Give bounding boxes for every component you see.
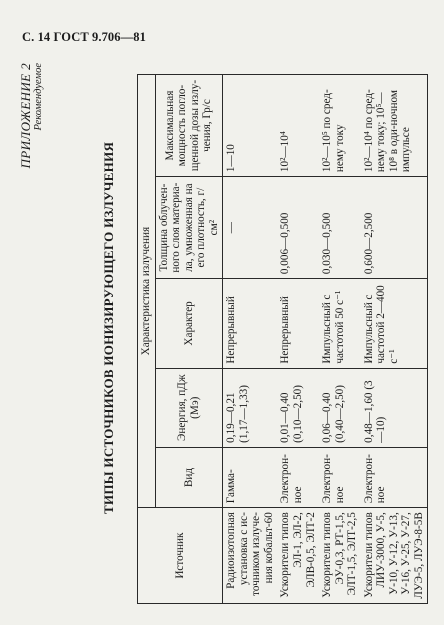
header-radiation-characteristics: Характеристика излучения: [138, 75, 156, 508]
appendix-heading: [19, 63, 45, 169]
cell-dose-power: 1—10: [223, 75, 278, 177]
header-dose-power: Максимальная мощность погло-щенной дозы излу-чения, Гр/с: [155, 75, 223, 177]
radiation-sources-table: [137, 74, 428, 604]
page-header: С. 14 ГОСТ 9.706—81: [22, 30, 146, 44]
cell-thickness: 0,006—0,500: [277, 177, 319, 279]
cell-character: Импульсный с частотой 2—400 с⁻¹: [361, 279, 428, 369]
rotated-page-content: [18, 49, 425, 604]
cell-source: Ускорители типов ЛИУ-3000, У-5, У-10, У-12, У-13, У-16, У-25, У-27, ЛУЭ-5, ЛУЭ-8-5В: [361, 508, 428, 604]
cell-energy: 0,01—0,40 (0,10—2,50): [277, 368, 319, 447]
cell-type: Гамма-: [223, 447, 278, 507]
header-type: Вид: [155, 447, 223, 507]
cell-thickness: —: [223, 177, 278, 279]
cell-energy: 0,19—0,21 (1,17—1,33): [223, 368, 278, 447]
cell-thickness: 0,600—2,500: [361, 177, 428, 279]
cell-energy: 0,48—1,60 (3—10): [361, 368, 428, 447]
table-row: [277, 75, 319, 604]
appendix-subtitle: Рекомендуемое: [33, 63, 45, 131]
cell-type: Электрон-ное: [319, 447, 361, 507]
header-character: Характер: [155, 279, 223, 369]
cell-type: Электрон-ное: [277, 447, 319, 507]
cell-thickness: 0,030—0,500: [319, 177, 361, 279]
cell-character: Непрерывный: [223, 279, 278, 369]
cell-type: Электрон-ное: [361, 447, 428, 507]
cell-source: Ускорители типов ЭУ-0,3, РТ-1,5, ЭЛТ-1,5, ЭЛТ-2,5: [319, 508, 361, 604]
cell-dose-power: 10²—10⁵ по сред-нему току: [319, 75, 361, 177]
header-source: Источник: [138, 508, 223, 604]
header-thickness: Толщина облучен-ного слоя материа-ла, умноженная на его плотность, г/см²: [155, 177, 223, 279]
cell-source: Радиоизотопная установка с ис-точником излуче-ния кобальт-60: [223, 508, 278, 604]
cell-character: Импульсный с частотой 50 с⁻¹: [319, 279, 361, 369]
cell-dose-power: 10²—10⁴: [277, 75, 319, 177]
header-energy: Энергия, пДж (Мэ): [155, 368, 223, 447]
cell-dose-power: 10²—10⁴ по сред-нему току; 10⁵—10⁸ в оди-ночном импульсе: [361, 75, 428, 177]
cell-energy: 0,06—0,40 (0,40—2,50): [319, 368, 361, 447]
table-row: [223, 75, 278, 604]
appendix-title: ПРИЛОЖЕНИЕ 2: [18, 63, 33, 169]
cell-character: Непрерывный: [277, 279, 319, 369]
table-title: ТИПЫ ИСТОЧНИКОВ ИОНИЗИРУЮЩЕГО ИЗЛУЧЕНИЯ: [101, 141, 116, 514]
table-row: [319, 75, 361, 604]
cell-source: Ускорители типов ЭЛ-1, ЭЛ-2, ЭЛВ-0,5, ЭЛТ-2: [277, 508, 319, 604]
table-row: [361, 75, 428, 604]
